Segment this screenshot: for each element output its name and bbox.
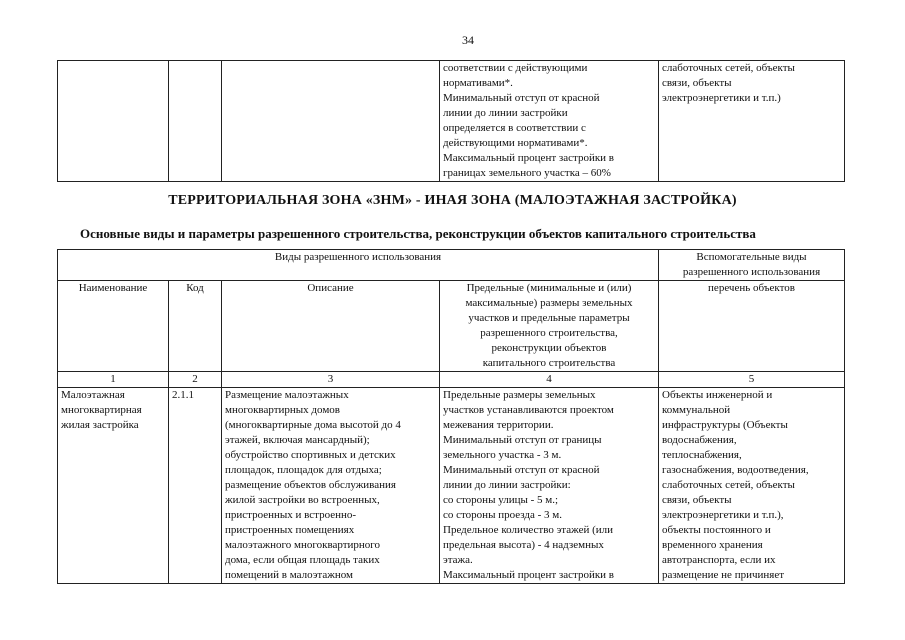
text-line: помещений в малоэтажном [225,569,353,581]
text-line: участков и предельные параметры [468,312,630,324]
text-line: пристроенных помещениях [225,524,355,536]
header-auxiliary-uses [659,250,845,281]
cont-cell-objects [659,61,845,182]
text-line: со стороны проезда - 3 м. [443,509,562,521]
col-number-5: 5 [659,372,845,388]
text-line: разрешенного использования [682,266,821,278]
text-line: коммунальной [662,404,731,416]
text-line: электроэнергетики и т.п.) [662,92,781,104]
text-line: временного хранения [662,539,763,551]
text-line: электроэнергетики и т.п.), [662,509,784,521]
text-line: Предельные размеры земельных [443,389,596,401]
text-line: линии до линии застройки: [443,479,571,491]
text-line: Предельное количество этажей (или [443,524,614,536]
col-number-2: 2 [169,372,222,388]
text-line: Предельные (минимальные и (или) [466,282,632,294]
cont-cell-params [440,61,659,182]
header-params [440,281,659,372]
page-number: 34 [462,33,474,47]
header-code: Код [169,281,222,372]
text-line: площадок, площадок для отдыха; [225,464,382,476]
text-line: обустройство спортивных и детских [225,449,396,461]
text-line: максимальные) размеры земельных [465,297,633,309]
col-number-3: 3 [222,372,440,388]
text-line: водоснабжения, [662,434,737,446]
text-line: границах земельного участка – 60% [443,167,611,179]
text-line: Максимальный процент застройки в [443,152,614,164]
text-line: связи, объекты [662,77,732,89]
text-line: со стороны улицы - 5 м.; [443,494,559,506]
col-number-1: 1 [58,372,169,388]
zone-subtitle: Основные виды и параметры разрешенного строительства, реконструкции объектов капитального строительства [80,226,756,241]
text-line: размещение объектов обслуживания [225,479,396,491]
header-name: Наименование [58,281,169,372]
text-line: Объекты инженерной и [662,389,773,401]
text-line: предельная высота) - 4 надземных [443,539,604,551]
row-name [58,388,169,584]
cont-cell-name [58,61,169,182]
continuation-table [57,60,845,182]
header-objects: перечень объектов [659,281,845,372]
text-line: связи, объекты [662,494,732,506]
text-line: многоквартирных домов [225,404,340,416]
row-code: 2.1.1 [169,388,222,584]
header-description: Описание [222,281,440,372]
text-line: слаботочных сетей, объекты [662,62,795,74]
cont-cell-code [169,61,222,182]
text-line: дома, если общая площадь таких [225,554,380,566]
text-line: капитального строительства [482,357,616,369]
row-objects [659,388,845,584]
text-line: соответствии с действующими [443,62,588,74]
text-line: многоквартирная [61,404,142,416]
text-line: инфраструктуры (Объекты [662,419,788,431]
text-line: пристроенных и встроенно- [225,509,357,521]
text-line: разрешенного строительства, [480,327,618,339]
text-line: нормативами*. [443,77,513,89]
text-line: Минимальный отступ от красной [443,92,600,104]
text-line: размещение не причиняет [662,569,785,581]
text-line: Размещение малоэтажных [225,389,349,401]
text-line: Вспомогательные виды [696,251,807,263]
text-line: жилая застройка [61,419,139,431]
text-line: действующими нормативами*. [443,137,588,149]
text-line: газоснабжения, водоотведения, [662,464,809,476]
text-line: жилой застройки во встроенных, [225,494,380,506]
text-line: участков устанавливаются проектом [443,404,614,416]
text-line: Минимальный отступ от границы [443,434,602,446]
text-line: Минимальный отступ от красной [443,464,600,476]
text-line: реконструкции объектов [491,342,607,354]
col-number-4: 4 [440,372,659,388]
zone-title: ТЕРРИТОРИАЛЬНАЯ ЗОНА «ЗНМ» - ИНАЯ ЗОНА (МАЛОЭТАЖНАЯ ЗАСТРОЙКА) [168,193,737,208]
text-line: (многоквартирные дома высотой до 4 [225,419,401,431]
text-line: малоэтажного многоквартирного [225,539,381,551]
text-line: линии до линии застройки [443,107,568,119]
text-line: этажей, включая мансардный); [225,434,370,446]
text-line: межевания территории. [443,419,554,431]
row-description [222,388,440,584]
text-line: автотранспорта, если их [662,554,776,566]
text-line: слаботочных сетей, объекты [662,479,795,491]
zoning-table [57,249,845,584]
text-line: теплоснабжения, [662,449,742,461]
row-params [440,388,659,584]
text-line: определяется в соответствии с [443,122,586,134]
text-line: объекты постоянного и [662,524,771,536]
header-permitted-uses: Виды разрешенного использования [58,250,659,281]
text-line: Малоэтажная [61,389,125,401]
text-line: этажа. [443,554,473,566]
text-line: земельного участка - 3 м. [443,449,562,461]
text-line: Максимальный процент застройки в [443,569,614,581]
cont-cell-description [222,61,440,182]
